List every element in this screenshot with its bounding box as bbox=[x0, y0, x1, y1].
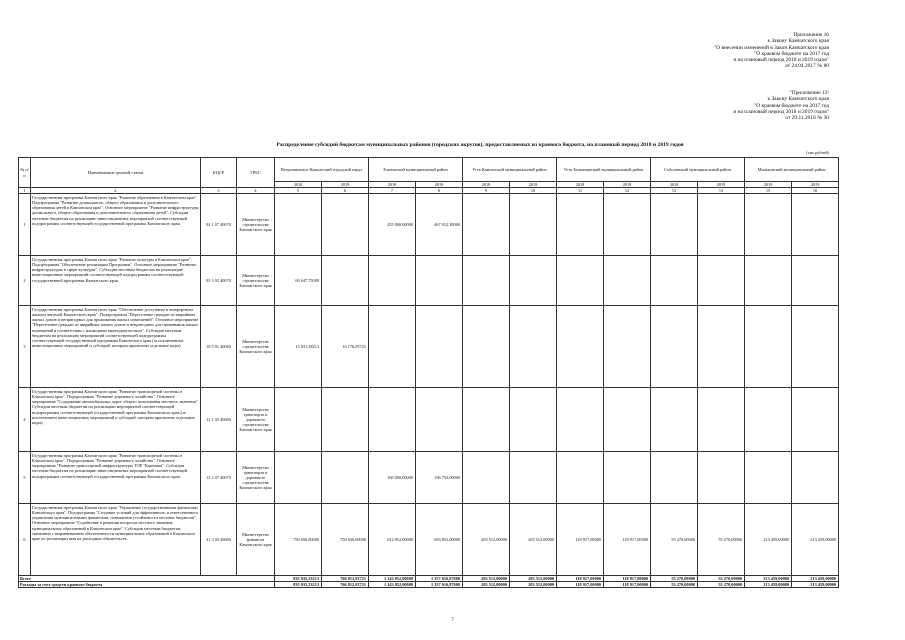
amount-cell bbox=[416, 388, 463, 452]
row-name: Государственная программа Камчатского края "Развитие транспортной системы в Камчатском крае". Подпрограмма "Развитие дорожного хозяйства". Основное мероприятие "Развитие транспортной инфраструктуры ТОР "Камчатка". Субсидии местным бюджетам на реализацию инвестиционных мероприятий соответствующей подпрограммы соответствующей государственной программы Камчатского края. bbox=[31, 452, 201, 504]
year-header: 2019 bbox=[416, 182, 463, 188]
year-header: 2019 bbox=[322, 182, 369, 188]
row-number: 5 bbox=[19, 452, 31, 504]
row-number: 4 bbox=[19, 388, 31, 452]
year-header: 2018 bbox=[745, 182, 792, 188]
total-amount: 55 270,00000 bbox=[651, 576, 698, 582]
amount-cell: 203 512,00000 bbox=[463, 504, 510, 576]
total-amount: 55 270,00000 bbox=[698, 576, 745, 582]
amount-cell: 693 852,00000 bbox=[416, 504, 463, 576]
amount-cell: 750 656,00000 bbox=[275, 504, 322, 576]
total-amount: 213 459,00000 bbox=[792, 576, 839, 582]
amount-cell bbox=[557, 256, 604, 306]
total-amount: 213 459,00000 bbox=[745, 576, 792, 582]
total-amount: 213 459,00000 bbox=[745, 582, 792, 588]
row-ksr: 12 1 07 40070 bbox=[201, 452, 237, 504]
header-line: и на плановый период 2018 и 2019 годов" bbox=[733, 57, 829, 64]
row-name: Государственная программа Камчатского края "Развитие образования в Камчатском крае". Подпрограмма "Развитие дошкольного, общего образования и дополнительного образования детей в Камчатском крае". Основное мероприятие "Развитие инфраструктуры дошкольного, общего образования и дополнительного образования детей". Субсидии местным бюджетам на реализацию инвестиционных мероприятий соответствующей подпрограммы соответствующей государственной программы Камчатского края. bbox=[31, 194, 201, 256]
amount-cell: 612 052,00000 bbox=[369, 504, 416, 576]
header-line: "О краевом бюджете на 2017 год bbox=[754, 50, 829, 57]
header-line: от 24.04.2017 № 80 bbox=[785, 63, 829, 70]
total-amount: 766 812,93721 bbox=[322, 582, 369, 588]
amount-cell bbox=[463, 388, 510, 452]
row-name: Государственная программа Камчатского края "Развитие транспортной системы в Камчатском крае". Подпрограмма "Развитие дорожного хозяйства". Основное мероприятие "Содержание автомобильных дорог общего пользования местного значения". Субсидии местным бюджетам на реализацию мероприятий соответствующей подпрограммы соответствующей государственной программы Камчатского края (за исключением инвестиционных мероприятий и субсидий, которым присвоены отдельные коды). bbox=[31, 388, 201, 452]
amount-cell bbox=[463, 194, 510, 256]
amount-cell bbox=[416, 256, 463, 306]
amount-cell: 118 917,00000 bbox=[557, 504, 604, 576]
column-index: 14 bbox=[698, 188, 745, 194]
total-amount: 203 512,00000 bbox=[510, 582, 557, 588]
amount-cell bbox=[463, 256, 510, 306]
amount-cell bbox=[698, 256, 745, 306]
amount-cell bbox=[322, 452, 369, 504]
amount-cell bbox=[604, 256, 651, 306]
year-header: 2018 bbox=[557, 182, 604, 188]
amount-cell bbox=[651, 452, 698, 504]
row-number: 3 bbox=[19, 306, 31, 388]
row-name: Государственная программа Камчатского края "Развитие культуры в Камчатском крае". Подпрограмма "Обеспечение реализации Программы". Основное мероприятие "Развитие инфраструктуры в сфере культуры". Субсидии местным бюджетам на реализацию инвестиционных мероприятий соответствующей подпрограммы соответствующей государственной программы Камчатского края. bbox=[31, 256, 201, 306]
amount-cell bbox=[510, 452, 557, 504]
previous-appendix-header bbox=[733, 90, 829, 121]
amount-cell bbox=[792, 452, 839, 504]
page-number: 7 bbox=[451, 618, 454, 623]
amount-cell: 15 631,58213 bbox=[275, 306, 322, 388]
row-ksr: 12 1 05 40060 bbox=[201, 388, 237, 452]
row-grbs: Министерство строительства Камчатского края bbox=[237, 306, 275, 388]
amount-cell: 160 000,00000 bbox=[369, 452, 416, 504]
header-line: Приложение 16 bbox=[793, 32, 829, 38]
col-name-header: Наименование целевой статьи bbox=[31, 158, 201, 188]
table-row bbox=[19, 452, 839, 504]
amount-cell bbox=[698, 194, 745, 256]
row-grbs: Министерство транспорта и дорожного строительства Камчатского края bbox=[237, 452, 275, 504]
amount-cell: 750 636,00000 bbox=[322, 504, 369, 576]
year-header: 2019 bbox=[698, 182, 745, 188]
header-line: "Приложение 13² bbox=[789, 90, 829, 96]
amount-cell bbox=[792, 306, 839, 388]
table-row bbox=[19, 194, 839, 256]
amount-cell bbox=[651, 194, 698, 256]
header-line: к Закону Камчатского края bbox=[767, 38, 829, 45]
amount-cell bbox=[604, 452, 651, 504]
total-amount: 55 270,00000 bbox=[698, 582, 745, 588]
row-ksr: 10 5 01 40060 bbox=[201, 306, 237, 388]
column-index: 2 bbox=[31, 188, 201, 194]
header-line: "О краевом бюджете на 2017 год bbox=[754, 102, 829, 109]
total-amount: 766 812,93721 bbox=[322, 576, 369, 582]
amount-cell: 213 459,00000 bbox=[792, 504, 839, 576]
amount-cell: 55 270,00000 bbox=[651, 504, 698, 576]
amount-cell: 213 459,00000 bbox=[745, 504, 792, 576]
total-amount: 835 935,33213 bbox=[275, 576, 322, 582]
amount-cell bbox=[698, 306, 745, 388]
district-header: Соболевский муниципальный район bbox=[651, 158, 745, 182]
year-header: 2018 bbox=[463, 182, 510, 188]
district-header: Мильковский муниципальный район bbox=[745, 158, 839, 182]
amount-cell bbox=[745, 306, 792, 388]
amount-cell bbox=[557, 452, 604, 504]
total-row bbox=[19, 582, 839, 588]
amount-cell bbox=[651, 306, 698, 388]
amount-cell: 69 647,75000 bbox=[275, 256, 322, 306]
row-ksr: 21 3 03 40060 bbox=[201, 504, 237, 576]
district-header: Елизовский муниципальный район bbox=[369, 158, 463, 182]
amount-cell bbox=[557, 194, 604, 256]
col-no-header: № п/п bbox=[19, 158, 31, 188]
amount-cell bbox=[416, 306, 463, 388]
row-grbs: Министерство строительства Камчатского края bbox=[237, 256, 275, 306]
amount-cell bbox=[275, 452, 322, 504]
amount-cell: 55 270,00000 bbox=[698, 504, 745, 576]
column-index: 8 bbox=[416, 188, 463, 194]
table-row bbox=[19, 306, 839, 388]
district-header: Усть-Большерецкий муниципальный район bbox=[557, 158, 651, 182]
row-ksr: 02 1 07 40070 bbox=[201, 194, 237, 256]
col-grbs-header: ГРБС bbox=[237, 158, 275, 188]
total-amount: 1 143 852,00000 bbox=[369, 582, 416, 588]
amount-cell bbox=[792, 256, 839, 306]
unit-label: (тыс.рублей) bbox=[806, 150, 829, 155]
amount-cell: 196 752,00000 bbox=[416, 452, 463, 504]
amount-cell bbox=[322, 388, 369, 452]
amount-cell bbox=[698, 388, 745, 452]
table-row bbox=[19, 388, 839, 452]
document-title: Распределение субсидий бюджетам муниципальных районов (городских округов), предоставляемых из краевого бюджета, на плановый период 2018 и 2019 годов bbox=[276, 142, 684, 148]
header-line: от 29.11.2016 № 30 bbox=[785, 115, 829, 122]
total-label: Всего bbox=[19, 576, 275, 582]
amount-cell bbox=[745, 194, 792, 256]
amount-cell bbox=[792, 194, 839, 256]
column-index: 6 bbox=[322, 188, 369, 194]
year-header: 2018 bbox=[369, 182, 416, 188]
amount-cell bbox=[369, 256, 416, 306]
total-amount: 118 917,00000 bbox=[604, 582, 651, 588]
amount-cell bbox=[275, 388, 322, 452]
district-header: Усть-Камчатский муниципальный район bbox=[463, 158, 557, 182]
table-row bbox=[19, 256, 839, 306]
amount-cell: 255 000,00000 bbox=[369, 194, 416, 256]
amount-cell bbox=[369, 306, 416, 388]
amount-cell bbox=[557, 306, 604, 388]
subsidies-table bbox=[18, 157, 839, 588]
col-ksr-header: КЦСР bbox=[201, 158, 237, 188]
total-amount: 203 512,00000 bbox=[463, 576, 510, 582]
district-header: Петропавловск-Камчатский городской округ bbox=[275, 158, 369, 182]
total-label: Расходы за счет средств краевого бюджета bbox=[19, 582, 275, 588]
row-number: 2 bbox=[19, 256, 31, 306]
amount-cell: 467 012,38000 bbox=[416, 194, 463, 256]
row-name: Государственная программа Камчатского края "Обеспечение доступным и комфортным жильем жителей Камчатского края". Подпрограмма "Переселение граждан из аварийных жилых домов и непригодных для проживания жилых помещений". Основное мероприятие "Переселение граждан из аварийных жилых домов и непригодных для проживания жилых помещений в соответствии с жилищным законодательством". Субсидии местным бюджетам на реализацию мероприятий соответствующей подпрограммы соответствующей государственной программы Камчатского края (за исключением инвестиционных мероприятий и субсидий, которым присвоены отдельные коды). bbox=[31, 306, 201, 388]
row-number: 1 bbox=[19, 194, 31, 256]
row-grbs: Министерство строительства Камчатского края bbox=[237, 194, 275, 256]
header-line: и на плановый период 2018 и 2019 годов" bbox=[733, 108, 829, 115]
row-number: 6 bbox=[19, 504, 31, 576]
amount-cell bbox=[651, 256, 698, 306]
year-header: 2018 bbox=[275, 182, 322, 188]
row-ksr: 05 3 02 40070 bbox=[201, 256, 237, 306]
amount-cell: 16 176,05721 bbox=[322, 306, 369, 388]
amount-cell: 118 917,00000 bbox=[604, 504, 651, 576]
amount-cell bbox=[510, 256, 557, 306]
row-grbs: Министерство финансов Камчатского края bbox=[237, 504, 275, 576]
header-line: "О внесении изменений в Закон Камчатского края bbox=[714, 44, 829, 51]
column-index: 4 bbox=[237, 188, 275, 194]
amount-cell: 203 512,00000 bbox=[510, 504, 557, 576]
amount-cell bbox=[463, 306, 510, 388]
column-index: 11 bbox=[557, 188, 604, 194]
column-index: 3 bbox=[201, 188, 237, 194]
column-index: 1 bbox=[19, 188, 31, 194]
amount-cell bbox=[745, 452, 792, 504]
total-amount: 118 917,00000 bbox=[557, 582, 604, 588]
year-header: 2019 bbox=[792, 182, 839, 188]
amount-cell bbox=[651, 388, 698, 452]
total-amount: 203 512,00000 bbox=[463, 582, 510, 588]
amount-cell bbox=[792, 388, 839, 452]
amount-cell bbox=[604, 388, 651, 452]
total-amount: 835 935,33213 bbox=[275, 582, 322, 588]
total-amount: 1 143 852,00000 bbox=[369, 576, 416, 582]
column-index: 10 bbox=[510, 188, 557, 194]
year-header: 2019 bbox=[604, 182, 651, 188]
column-index: 15 bbox=[745, 188, 792, 194]
appendix-header bbox=[714, 32, 829, 70]
total-amount: 213 459,00000 bbox=[792, 582, 839, 588]
amount-cell bbox=[604, 306, 651, 388]
amount-cell bbox=[322, 194, 369, 256]
amount-cell bbox=[745, 256, 792, 306]
row-grbs: Министерство транспорта и дорожного строительства Камчатского края bbox=[237, 388, 275, 452]
column-index: 16 bbox=[792, 188, 839, 194]
total-amount: 203 512,00000 bbox=[510, 576, 557, 582]
column-index: 5 bbox=[275, 188, 322, 194]
table-row bbox=[19, 504, 839, 576]
amount-cell bbox=[698, 452, 745, 504]
amount-cell bbox=[275, 194, 322, 256]
amount-cell bbox=[745, 388, 792, 452]
amount-cell bbox=[604, 194, 651, 256]
amount-cell bbox=[322, 256, 369, 306]
amount-cell bbox=[369, 388, 416, 452]
column-index: 7 bbox=[369, 188, 416, 194]
column-index: 13 bbox=[651, 188, 698, 194]
amount-cell bbox=[463, 452, 510, 504]
total-amount: 1 357 616,87000 bbox=[416, 582, 463, 588]
total-amount: 118 917,00000 bbox=[557, 576, 604, 582]
total-amount: 118 917,00000 bbox=[604, 576, 651, 582]
column-index: 9 bbox=[463, 188, 510, 194]
total-amount: 55 270,00000 bbox=[651, 582, 698, 588]
row-name: Государственная программа Камчатского края "Управление государственными финансами Камчатского края". Подпрограмма "Создание условий для эффективного и ответственного управления муниципальными финансами, повышения устойчивости местных бюджетов". Основное мероприятие "Содействие в решении вопросов местного значения муниципальных образований в Камчатском крае". Субсидии местным бюджетам, связанные с выравниванием обеспеченности муниципальных образований в Камчатском крае по реализации ими их расходных обязательств. bbox=[31, 504, 201, 576]
amount-cell bbox=[557, 388, 604, 452]
year-header: 2018 bbox=[651, 182, 698, 188]
amount-cell bbox=[510, 194, 557, 256]
year-header: 2019 bbox=[510, 182, 557, 188]
total-amount: 1 357 616,87000 bbox=[416, 576, 463, 582]
header-line: к Закону Камчатского края bbox=[767, 96, 829, 103]
amount-cell bbox=[510, 388, 557, 452]
amount-cell bbox=[510, 306, 557, 388]
column-index: 12 bbox=[604, 188, 651, 194]
